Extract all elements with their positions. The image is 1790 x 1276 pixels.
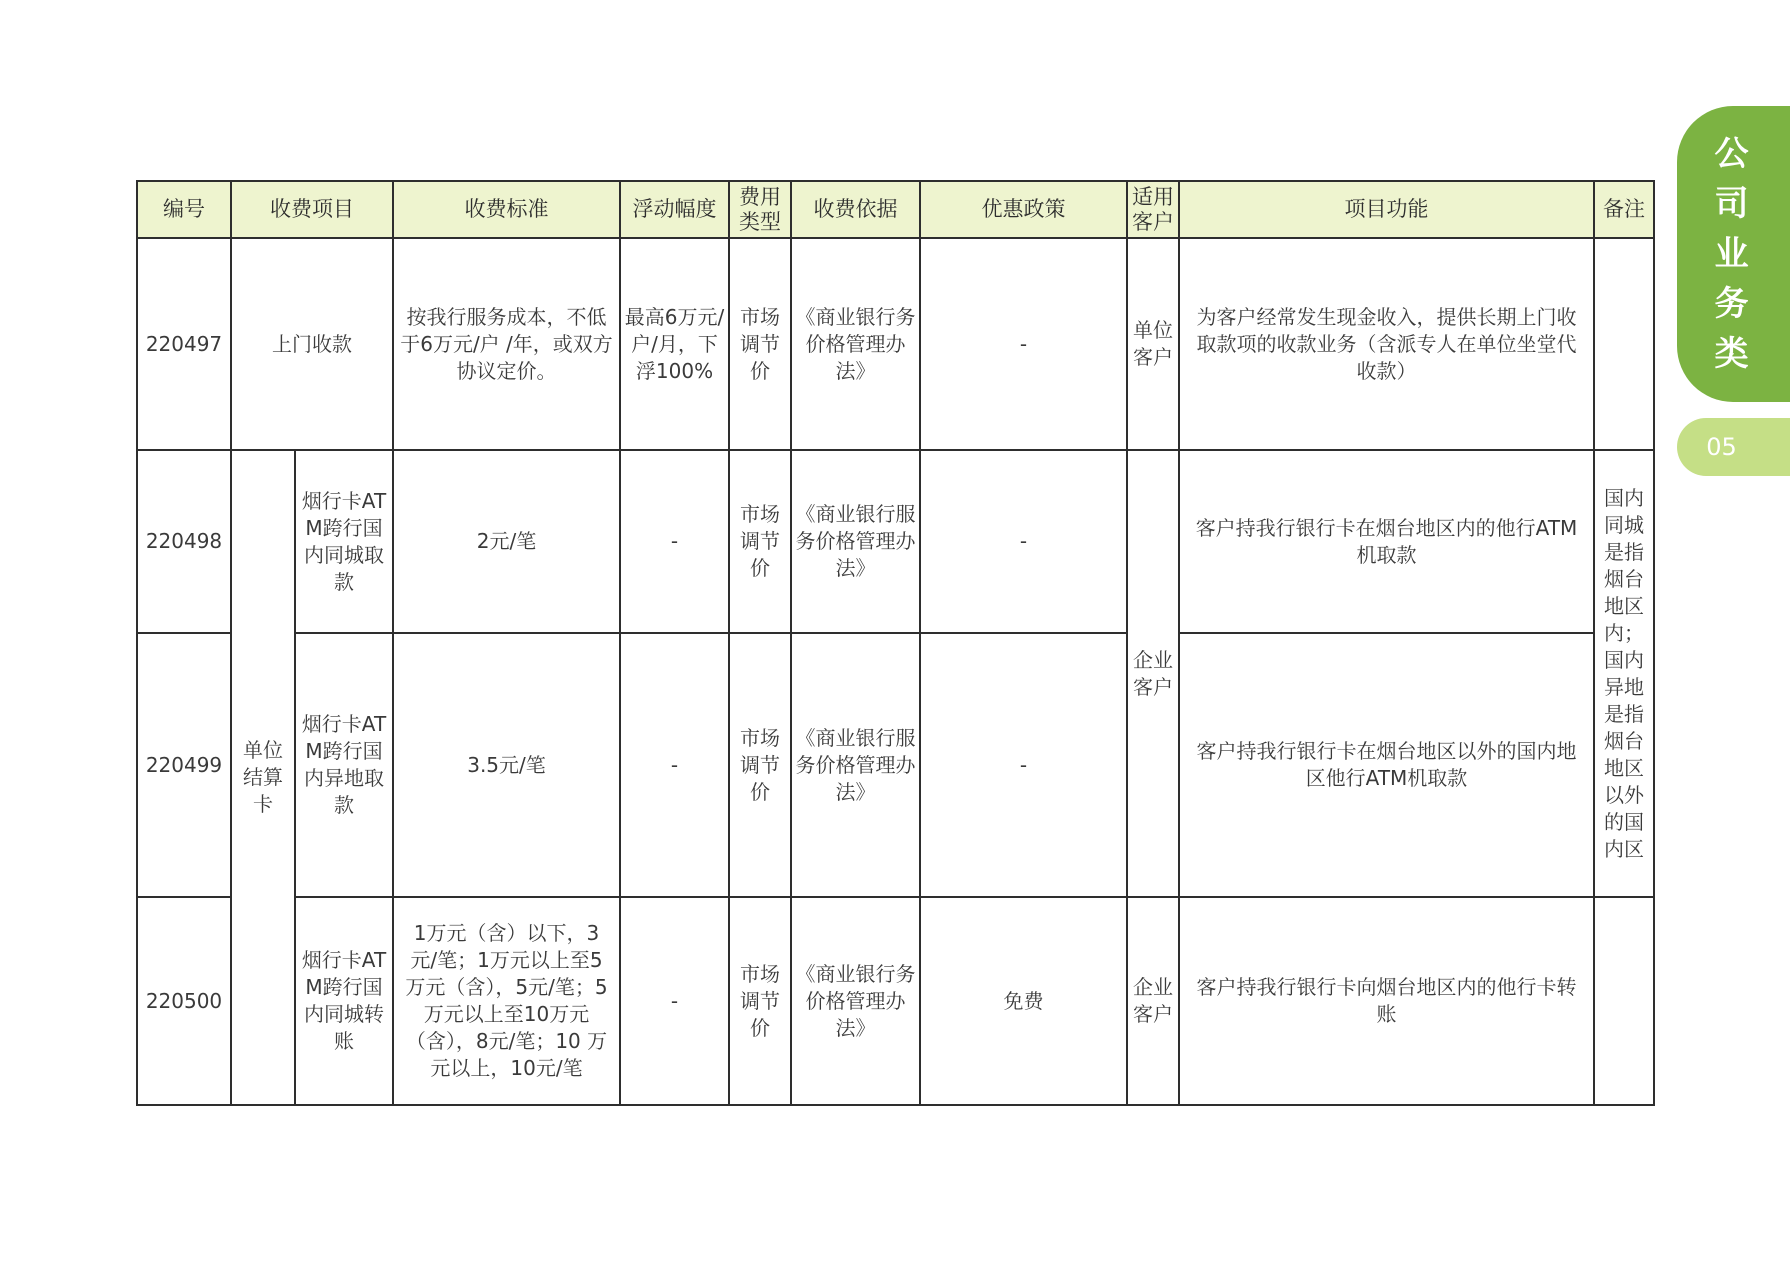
row-note: 国内同城是指烟台地区内；国内异地是指烟台地区以外的国内区 — [1594, 450, 1654, 897]
row-customer: 单位客户 — [1127, 238, 1179, 450]
header-standard: 收费标准 — [393, 181, 620, 238]
row-fee-type: 市场调节价 — [729, 897, 791, 1105]
row-code: 220500 — [137, 897, 231, 1105]
row-standard: 3.5元/笔 — [393, 633, 620, 897]
table-row — [137, 897, 1654, 1105]
row-function: 客户持我行银行卡在烟台地区以外的国内地区他行ATM机取款 — [1179, 633, 1594, 897]
header-fee-type: 费用类型 — [729, 181, 791, 238]
table-row — [137, 238, 1654, 450]
row-fee-type: 市场调节价 — [729, 450, 791, 633]
row-code: 220497 — [137, 238, 231, 450]
row-basis: 《商业银行服务价格管理办法》 — [791, 450, 920, 633]
row-customer: 企业客户 — [1127, 897, 1179, 1105]
row-standard: 1万元（含）以下，3元/笔；1万元以上至5万元（含），5元/笔；5万元以上至10万元（含），8元/笔；10 万元以上，10元/笔 — [393, 897, 620, 1105]
page-number: 05 — [1706, 433, 1737, 461]
table-row — [137, 633, 1654, 897]
header-note: 备注 — [1594, 181, 1654, 238]
row-discount: - — [920, 633, 1127, 897]
row-discount: - — [920, 450, 1127, 633]
header-item: 收费项目 — [231, 181, 393, 238]
row-discount: 免费 — [920, 897, 1127, 1105]
row-item: 上门收款 — [231, 238, 393, 450]
row-function: 客户持我行银行卡向烟台地区内的他行卡转账 — [1179, 897, 1594, 1105]
row-range: - — [620, 897, 729, 1105]
row-basis: 《商业银行务价格管理办法》 — [791, 238, 920, 450]
header-code: 编号 — [137, 181, 231, 238]
table-row — [137, 450, 1654, 633]
row-code: 220499 — [137, 633, 231, 897]
row-item-group: 单位结算卡 — [231, 450, 295, 1105]
header-range: 浮动幅度 — [620, 181, 729, 238]
table-header-row — [137, 181, 1654, 238]
row-code: 220498 — [137, 450, 231, 633]
row-fee-type: 市场调节价 — [729, 633, 791, 897]
page-number-tab — [1677, 418, 1790, 476]
row-note — [1594, 238, 1654, 450]
row-item: 烟行卡ATM跨行国内同城取款 — [295, 450, 393, 633]
header-basis: 收费依据 — [791, 181, 920, 238]
header-discount: 优惠政策 — [920, 181, 1127, 238]
row-item: 烟行卡ATM跨行国内异地取款 — [295, 633, 393, 897]
row-function: 客户持我行银行卡在烟台地区内的他行ATM机取款 — [1179, 450, 1594, 633]
row-fee-type: 市场调节价 — [729, 238, 791, 450]
row-discount: - — [920, 238, 1127, 450]
header-customer: 适用客户 — [1127, 181, 1179, 238]
row-item: 烟行卡ATM跨行国内同城转账 — [295, 897, 393, 1105]
row-standard: 按我行服务成本，不低于6万元/户 /年，或双方协议定价。 — [393, 238, 620, 450]
row-basis: 《商业银行务价格管理办法》 — [791, 897, 920, 1105]
header-function: 项目功能 — [1179, 181, 1594, 238]
section-tab — [1677, 106, 1790, 402]
row-range: - — [620, 633, 729, 897]
section-tab-label: 公司业务类 — [1714, 134, 1749, 374]
row-note — [1594, 897, 1654, 1105]
row-function: 为客户经常发生现金收入，提供长期上门收取款项的收款业务（含派专人在单位坐堂代收款） — [1179, 238, 1594, 450]
fee-table — [136, 180, 1655, 1106]
row-range: 最高6万元/户/月，下浮100% — [620, 238, 729, 450]
row-customer: 企业客户 — [1127, 450, 1179, 897]
row-basis: 《商业银行服务价格管理办法》 — [791, 633, 920, 897]
row-range: - — [620, 450, 729, 633]
row-standard: 2元/笔 — [393, 450, 620, 633]
